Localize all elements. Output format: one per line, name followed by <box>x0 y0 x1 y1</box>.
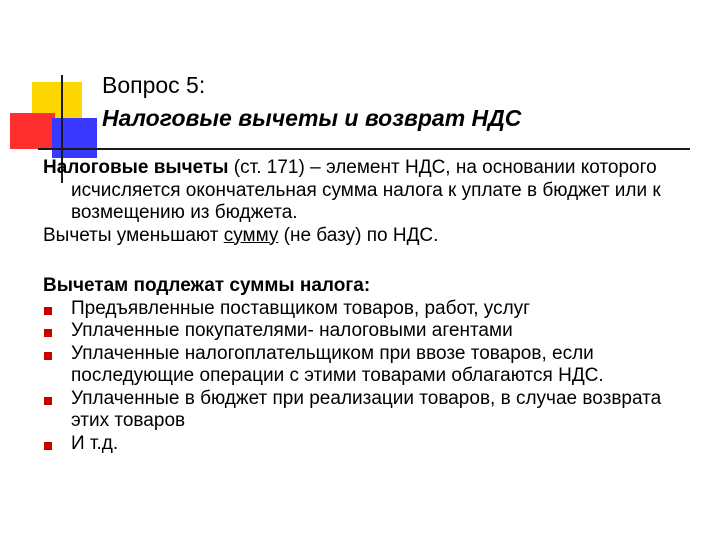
list-item-text: Уплаченные в бюджет при реализации товаров, в случае возврата этих товаров <box>71 387 662 431</box>
slide-body <box>43 157 693 455</box>
list-item <box>43 433 693 456</box>
definition-paragraph <box>43 157 693 225</box>
list-item <box>43 298 693 321</box>
slide-title <box>102 70 521 133</box>
deductions-list <box>43 298 693 456</box>
decor-red-square <box>10 113 55 149</box>
definition-term: Налоговые вычеты <box>43 157 229 178</box>
question-number: Вопрос 5: <box>102 72 206 98</box>
title-divider <box>38 148 690 150</box>
bullet-square-icon <box>44 307 52 315</box>
list-item-text: Уплаченные налогоплательщиком при ввозе товаров, если последующие операции с этими товарами облагаются НДС. <box>71 342 604 386</box>
list-item <box>43 320 693 343</box>
bullet-square-icon <box>44 442 52 450</box>
note-after: (не базу) по НДС. <box>278 224 439 246</box>
note-underlined: сумму <box>223 224 279 246</box>
slide-heading: Налоговые вычеты и возврат НДС <box>102 105 522 131</box>
note-before: Вычеты уменьшают <box>43 224 224 246</box>
list-item <box>43 388 693 433</box>
decor-blue-square <box>52 118 97 158</box>
bullet-square-icon <box>44 352 52 360</box>
list-item-text: Уплаченные покупателями- налоговыми агентами <box>71 320 513 341</box>
list-item-text: Предъявленные поставщиком товаров, работ, услуг <box>71 297 531 319</box>
bullet-square-icon <box>44 397 52 405</box>
list-item-text: И т.д. <box>71 432 119 454</box>
list-heading: Вычетам подлежат суммы налога: <box>43 275 371 296</box>
list-item <box>43 343 693 388</box>
note-paragraph <box>43 225 693 248</box>
bullet-square-icon <box>44 329 52 337</box>
spacer <box>43 247 693 275</box>
definition-text: (ст. 171) – элемент НДС, на основании которого исчисляется окончательная сумма налога к уплате в бюджет или к возмещению из бюджета. <box>71 157 661 223</box>
